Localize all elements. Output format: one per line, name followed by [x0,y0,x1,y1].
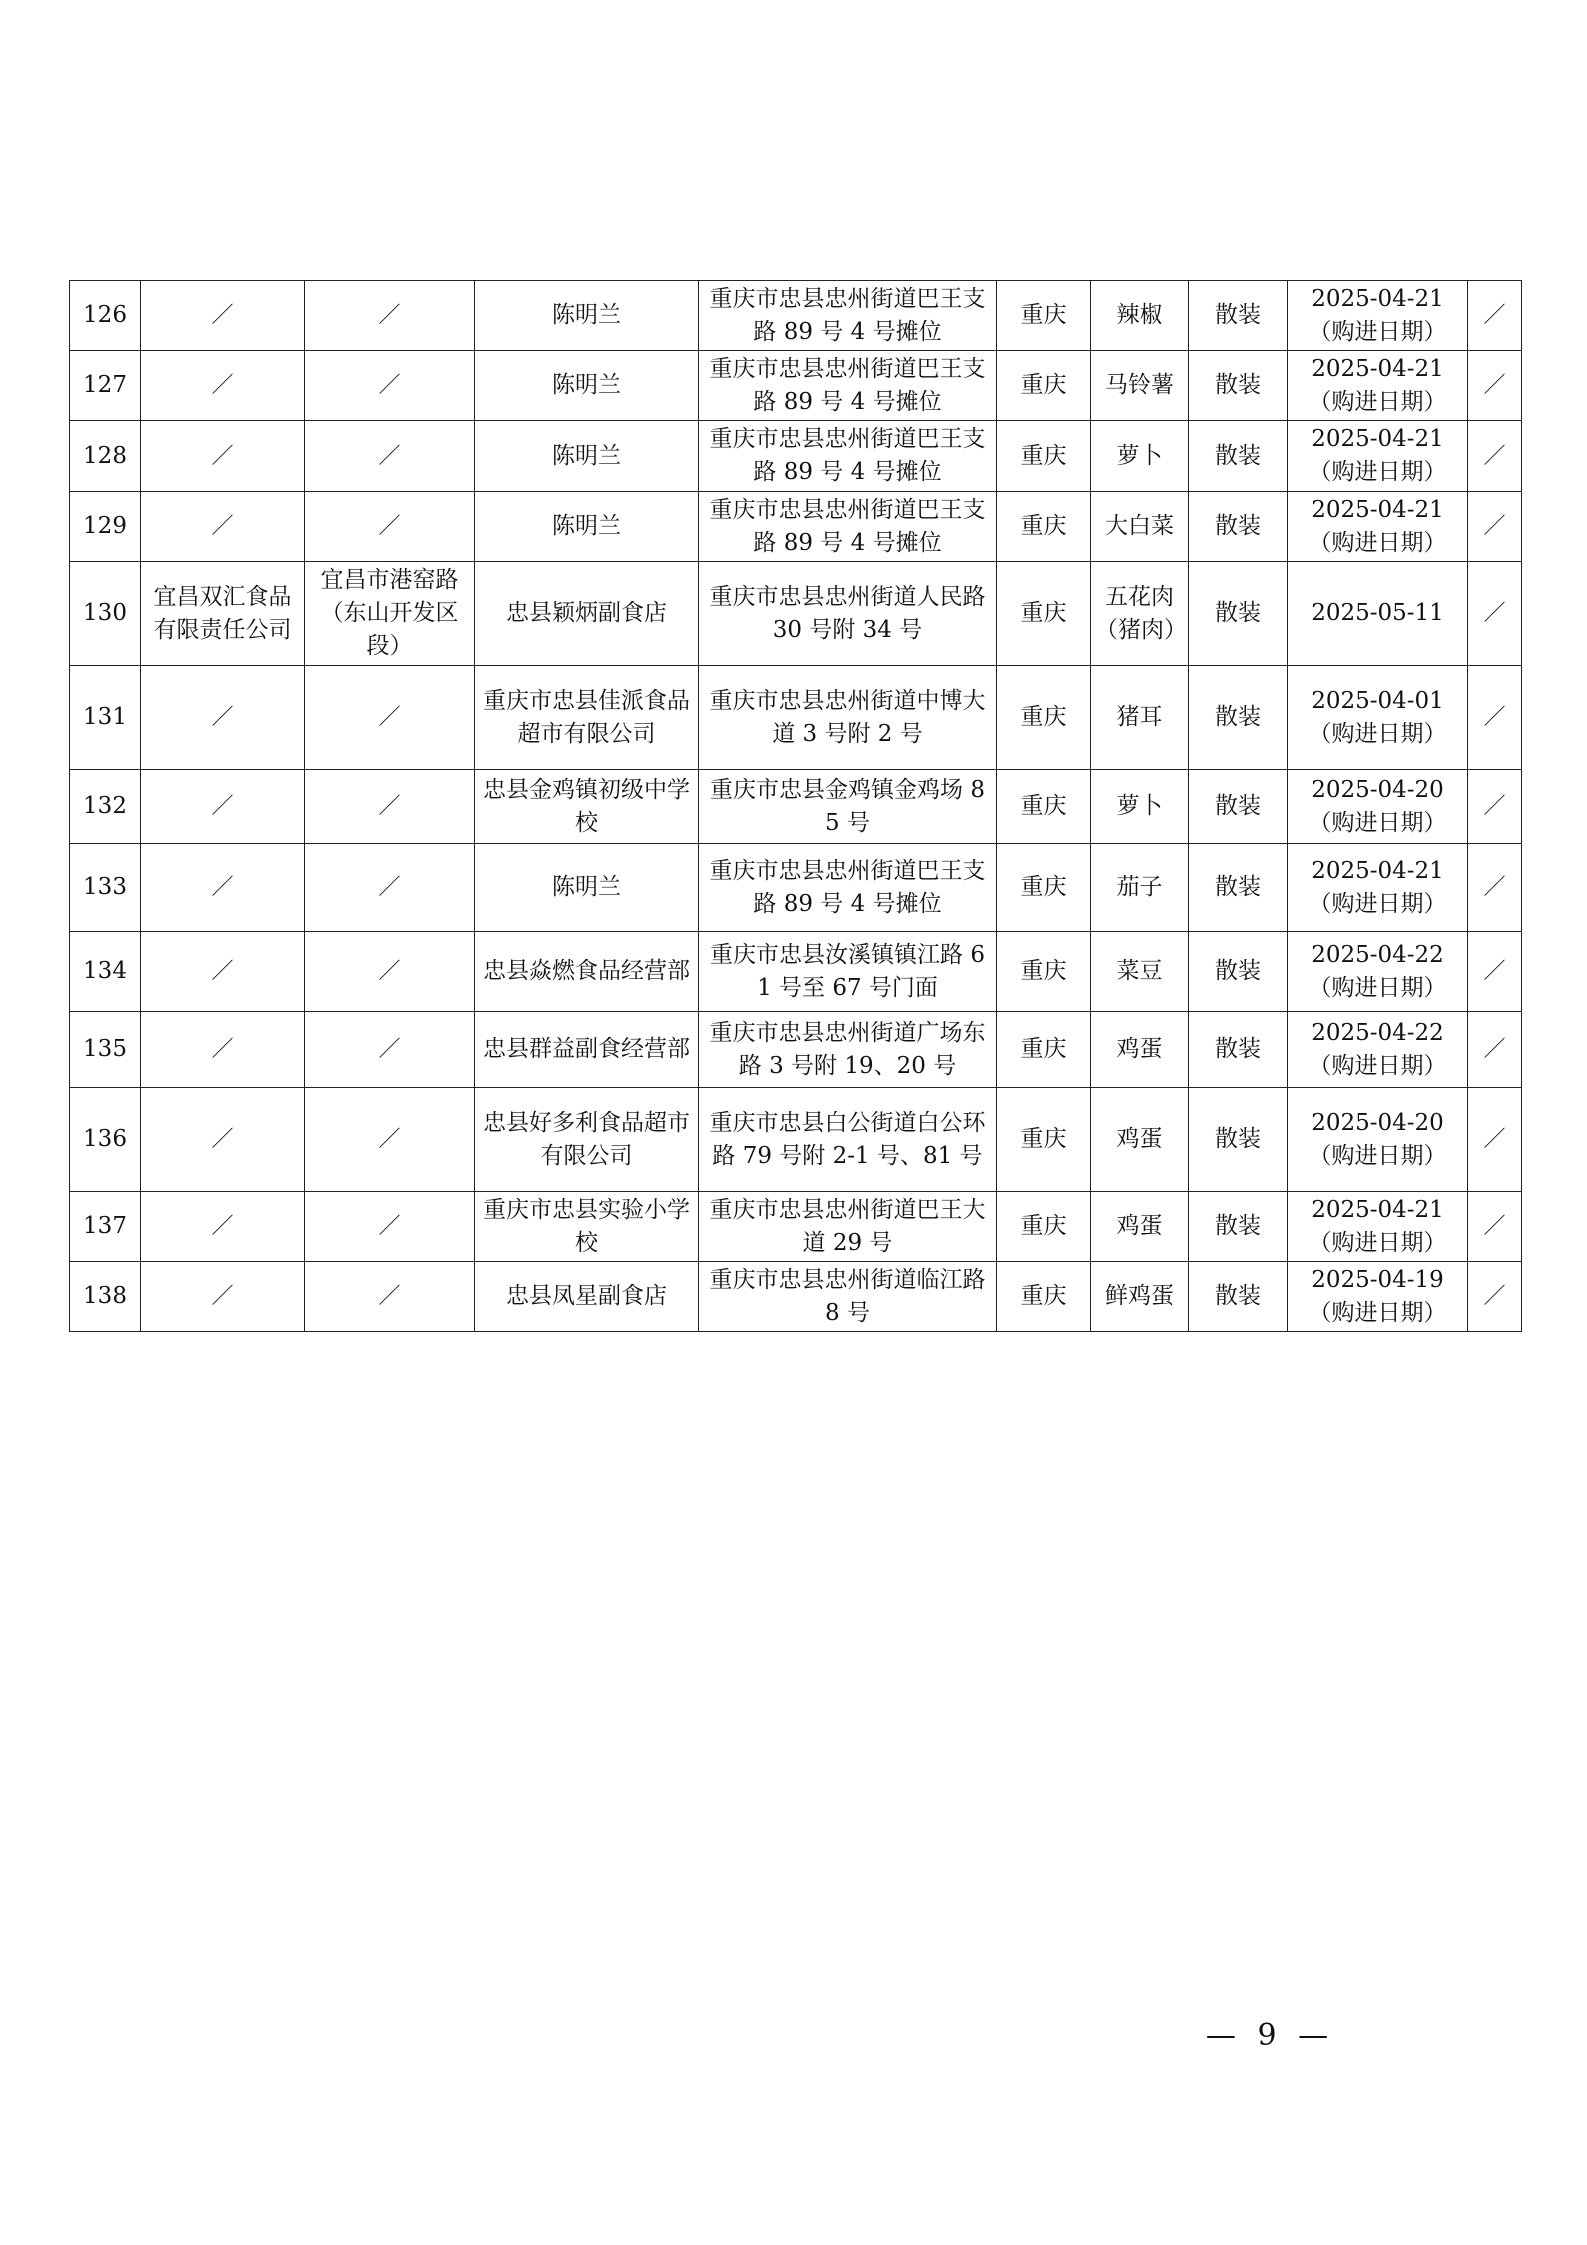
table-body [70,281,1522,1332]
region-cell: 重庆 [997,1262,1091,1332]
row-number-cell: 137 [70,1192,141,1262]
seller-name-cell: 忠县凤星副食店 [475,1262,699,1332]
table-row [70,770,1522,844]
seller-name-cell: 忠县焱燃食品经营部 [475,932,699,1012]
producer-address-cell: ／ [305,844,475,932]
row-number-cell: 130 [70,562,141,666]
sample-name-cell: 鸡蛋 [1091,1088,1189,1192]
production-date-cell: 2025-04-21（购进日期） [1288,844,1468,932]
seller-name-cell: 重庆市忠县实验小学校 [475,1192,699,1262]
producer-name-cell: 宜昌双汇食品有限责任公司 [141,562,305,666]
production-date-cell: 2025-05-11 [1288,562,1468,666]
batch-number-cell: ／ [1468,932,1522,1012]
production-date-cell: 2025-04-20（购进日期） [1288,770,1468,844]
producer-name-cell: ／ [141,770,305,844]
seller-name-cell: 陈明兰 [475,492,699,562]
batch-number-cell: ／ [1468,1088,1522,1192]
production-date-cell: 2025-04-22（购进日期） [1288,1012,1468,1088]
seller-name-cell: 陈明兰 [475,844,699,932]
production-date-cell: 2025-04-21（购进日期） [1288,351,1468,421]
specification-cell: 散装 [1189,1012,1288,1088]
batch-number-cell: ／ [1468,1012,1522,1088]
sample-name-cell: 鸡蛋 [1091,1192,1189,1262]
specification-cell: 散装 [1189,421,1288,492]
producer-address-cell: ／ [305,666,475,770]
sample-name-cell: 萝卜 [1091,770,1189,844]
specification-cell: 散装 [1189,666,1288,770]
table-row [70,1262,1522,1332]
producer-address-cell: ／ [305,1012,475,1088]
seller-address-cell: 重庆市忠县忠州街道临江路 8 号 [699,1262,997,1332]
producer-name-cell: ／ [141,1088,305,1192]
region-cell: 重庆 [997,1012,1091,1088]
seller-address-cell: 重庆市忠县忠州街道人民路 30 号附 34 号 [699,562,997,666]
row-number-cell: 129 [70,492,141,562]
production-date-cell: 2025-04-21（购进日期） [1288,492,1468,562]
producer-name-cell: ／ [141,351,305,421]
batch-number-cell: ／ [1468,351,1522,421]
seller-address-cell: 重庆市忠县忠州街道巴王大道 29 号 [699,1192,997,1262]
producer-address-cell: ／ [305,281,475,351]
sample-name-cell: 鸡蛋 [1091,1012,1189,1088]
sample-name-cell: 大白菜 [1091,492,1189,562]
producer-name-cell: ／ [141,844,305,932]
producer-address-cell: ／ [305,492,475,562]
table-row [70,1012,1522,1088]
production-date-cell: 2025-04-19（购进日期） [1288,1262,1468,1332]
specification-cell: 散装 [1189,351,1288,421]
batch-number-cell: ／ [1468,770,1522,844]
seller-address-cell: 重庆市忠县忠州街道巴王支路 89 号 4 号摊位 [699,492,997,562]
table-row [70,492,1522,562]
region-cell: 重庆 [997,492,1091,562]
producer-name-cell: ／ [141,281,305,351]
seller-name-cell: 陈明兰 [475,281,699,351]
page-number: — 9 — [1205,2018,1335,2053]
table-row [70,844,1522,932]
seller-address-cell: 重庆市忠县白公街道白公环路 79 号附 2-1 号、81 号 [699,1088,997,1192]
seller-address-cell: 重庆市忠县忠州街道巴王支路 89 号 4 号摊位 [699,421,997,492]
region-cell: 重庆 [997,562,1091,666]
sampling-results-table [69,280,1522,1332]
row-number-cell: 138 [70,1262,141,1332]
producer-name-cell: ／ [141,1262,305,1332]
table-row [70,562,1522,666]
row-number-cell: 132 [70,770,141,844]
seller-name-cell: 忠县群益副食经营部 [475,1012,699,1088]
production-date-cell: 2025-04-21（购进日期） [1288,1192,1468,1262]
producer-name-cell: ／ [141,666,305,770]
seller-name-cell: 重庆市忠县佳派食品超市有限公司 [475,666,699,770]
producer-address-cell: 宜昌市港窑路（东山开发区段） [305,562,475,666]
table-row [70,932,1522,1012]
region-cell: 重庆 [997,770,1091,844]
table-row [70,666,1522,770]
producer-address-cell: ／ [305,770,475,844]
producer-address-cell: ／ [305,1088,475,1192]
seller-address-cell: 重庆市忠县忠州街道广场东路 3 号附 19、20 号 [699,1012,997,1088]
region-cell: 重庆 [997,281,1091,351]
seller-name-cell: 忠县好多利食品超市有限公司 [475,1088,699,1192]
specification-cell: 散装 [1189,1262,1288,1332]
seller-name-cell: 忠县金鸡镇初级中学校 [475,770,699,844]
production-date-cell: 2025-04-21（购进日期） [1288,421,1468,492]
region-cell: 重庆 [997,1192,1091,1262]
specification-cell: 散装 [1189,281,1288,351]
producer-name-cell: ／ [141,492,305,562]
specification-cell: 散装 [1189,770,1288,844]
batch-number-cell: ／ [1468,492,1522,562]
region-cell: 重庆 [997,844,1091,932]
producer-address-cell: ／ [305,421,475,492]
table-row [70,351,1522,421]
row-number-cell: 135 [70,1012,141,1088]
sample-name-cell: 菜豆 [1091,932,1189,1012]
seller-address-cell: 重庆市忠县忠州街道中博大道 3 号附 2 号 [699,666,997,770]
sample-name-cell: 茄子 [1091,844,1189,932]
production-date-cell: 2025-04-21（购进日期） [1288,281,1468,351]
seller-address-cell: 重庆市忠县汝溪镇镇江路 61 号至 67 号门面 [699,932,997,1012]
batch-number-cell: ／ [1468,281,1522,351]
table-row [70,1088,1522,1192]
specification-cell: 散装 [1189,844,1288,932]
table-row [70,281,1522,351]
specification-cell: 散装 [1189,932,1288,1012]
table-row [70,1192,1522,1262]
seller-name-cell: 忠县颖炳副食店 [475,562,699,666]
seller-name-cell: 陈明兰 [475,421,699,492]
region-cell: 重庆 [997,666,1091,770]
producer-address-cell: ／ [305,351,475,421]
row-number-cell: 127 [70,351,141,421]
sample-name-cell: 辣椒 [1091,281,1189,351]
seller-address-cell: 重庆市忠县金鸡镇金鸡场 85 号 [699,770,997,844]
region-cell: 重庆 [997,932,1091,1012]
seller-address-cell: 重庆市忠县忠州街道巴王支路 89 号 4 号摊位 [699,844,997,932]
sample-name-cell: 马铃薯 [1091,351,1189,421]
sample-name-cell: 萝卜 [1091,421,1189,492]
seller-address-cell: 重庆市忠县忠州街道巴王支路 89 号 4 号摊位 [699,281,997,351]
region-cell: 重庆 [997,1088,1091,1192]
batch-number-cell: ／ [1468,421,1522,492]
region-cell: 重庆 [997,421,1091,492]
seller-name-cell: 陈明兰 [475,351,699,421]
sample-name-cell: 猪耳 [1091,666,1189,770]
batch-number-cell: ／ [1468,562,1522,666]
row-number-cell: 134 [70,932,141,1012]
producer-address-cell: ／ [305,1262,475,1332]
row-number-cell: 133 [70,844,141,932]
region-cell: 重庆 [997,351,1091,421]
row-number-cell: 128 [70,421,141,492]
production-date-cell: 2025-04-01（购进日期） [1288,666,1468,770]
batch-number-cell: ／ [1468,1192,1522,1262]
producer-name-cell: ／ [141,421,305,492]
sample-name-cell: 五花肉（猪肉） [1091,562,1189,666]
producer-address-cell: ／ [305,932,475,1012]
specification-cell: 散装 [1189,492,1288,562]
producer-address-cell: ／ [305,1192,475,1262]
producer-name-cell: ／ [141,1012,305,1088]
seller-address-cell: 重庆市忠县忠州街道巴王支路 89 号 4 号摊位 [699,351,997,421]
sample-name-cell: 鲜鸡蛋 [1091,1262,1189,1332]
batch-number-cell: ／ [1468,1262,1522,1332]
producer-name-cell: ／ [141,932,305,1012]
producer-name-cell: ／ [141,1192,305,1262]
production-date-cell: 2025-04-20（购进日期） [1288,1088,1468,1192]
row-number-cell: 136 [70,1088,141,1192]
table-row [70,421,1522,492]
batch-number-cell: ／ [1468,844,1522,932]
specification-cell: 散装 [1189,562,1288,666]
specification-cell: 散装 [1189,1088,1288,1192]
batch-number-cell: ／ [1468,666,1522,770]
production-date-cell: 2025-04-22（购进日期） [1288,932,1468,1012]
specification-cell: 散装 [1189,1192,1288,1262]
row-number-cell: 126 [70,281,141,351]
row-number-cell: 131 [70,666,141,770]
